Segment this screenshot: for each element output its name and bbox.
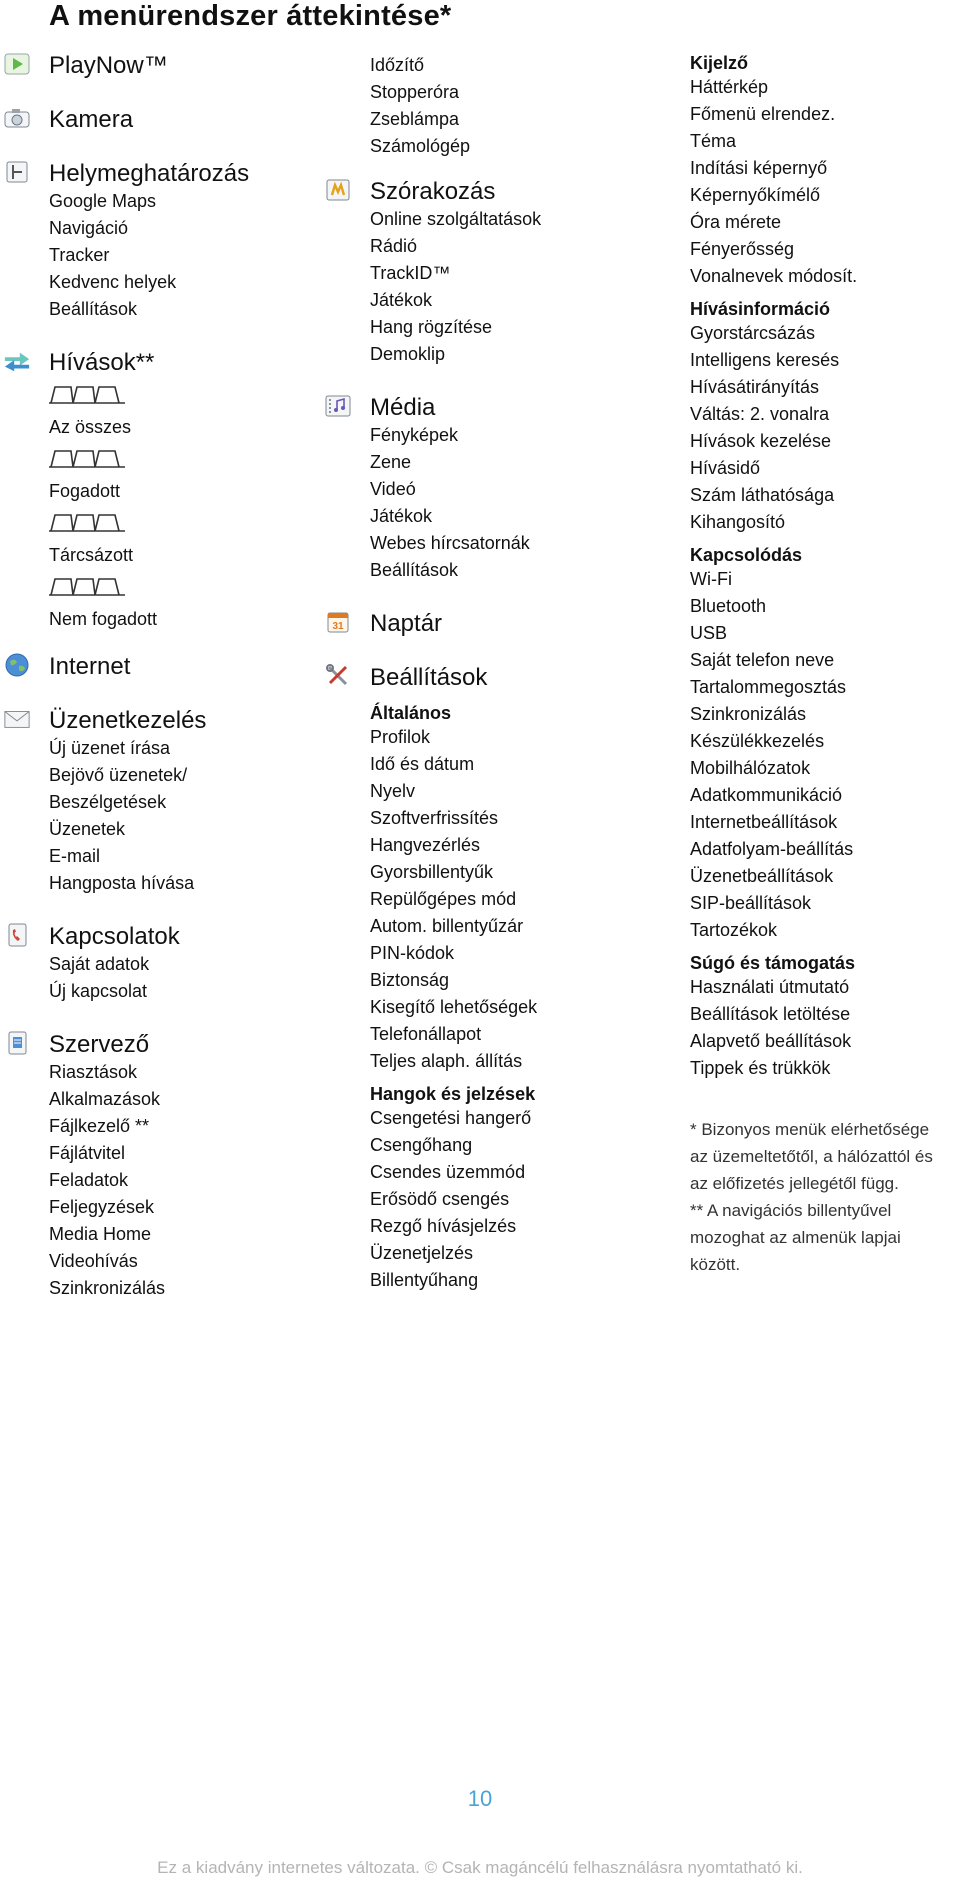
menu-item[interactable]: Szinkronizálás: [49, 1278, 166, 1298]
media-icon: [324, 394, 352, 418]
menu-item[interactable]: TrackID™: [370, 263, 451, 283]
menu-section-szorakozas: [370, 178, 670, 368]
menu-item[interactable]: Indítási képernyő: [690, 158, 828, 178]
subsection-head: Kijelző: [690, 53, 749, 73]
tab-strip-icon: [49, 575, 299, 602]
menu-item[interactable]: Media Home: [49, 1224, 152, 1244]
camera-icon: [3, 106, 31, 130]
calendar-icon: [324, 610, 352, 634]
menu-item[interactable]: Képernyőkímélő: [690, 185, 821, 205]
menu-item[interactable]: Zseblámpa: [370, 109, 460, 129]
section-title: PlayNow™: [49, 52, 168, 79]
menu-item[interactable]: Profilok: [370, 727, 431, 747]
menu-item[interactable]: SIP-beállítások: [690, 893, 812, 913]
menu-item[interactable]: Autom. billentyűzár: [370, 916, 524, 936]
menu-item[interactable]: Demoklip: [370, 344, 446, 364]
organizer-icon: [3, 1031, 31, 1055]
section-title: Szórakozás: [370, 178, 496, 205]
page-footer: Ez a kiadvány internetes változata. © Csak magáncélú felhasználásra nyomtatható ki.: [157, 1858, 803, 1877]
menu-column-2: [332, 52, 670, 1294]
footnote-line: * Bizonyos menük elérhetősége: [690, 1120, 930, 1139]
menu-item[interactable]: Szám láthatósága: [690, 485, 835, 505]
menu-item[interactable]: Hívásátirányítás: [690, 377, 820, 397]
subsection-head: Általános: [370, 703, 452, 723]
menu-item[interactable]: Webes hírcsatornák: [370, 533, 530, 553]
menu-item[interactable]: Téma: [690, 131, 737, 151]
menu-item[interactable]: Az összes: [49, 417, 132, 437]
menu-section-hely: [49, 160, 299, 323]
tab-strip-icon: [49, 383, 299, 410]
menu-item[interactable]: Játékok: [370, 290, 433, 310]
page-number: 10: [467, 1786, 493, 1811]
subsection-kijelzo: [690, 52, 960, 290]
menu-item[interactable]: Google Maps: [49, 191, 157, 211]
section-title: Helymeghatározás: [49, 160, 250, 187]
subsection-head: Súgó és támogatás: [690, 953, 856, 973]
menu-item[interactable]: Tippek és trükkök: [690, 1058, 831, 1078]
phonebook-icon: [3, 923, 31, 947]
menu-item[interactable]: Alkalmazások: [49, 1089, 161, 1109]
menu-item[interactable]: Fájlátvitel: [49, 1143, 126, 1163]
menu-item[interactable]: Beállítások: [370, 560, 459, 580]
menu-item[interactable]: Teljes alaph. állítás: [370, 1051, 523, 1071]
page-title: A menürendszer áttekintése*: [49, 0, 452, 32]
menu-section-hivasok: [49, 349, 299, 633]
menu-item[interactable]: Repülőgépes mód: [370, 889, 517, 909]
menu-item[interactable]: Csengetési hangerő: [370, 1108, 532, 1128]
menu-item[interactable]: Nem fogadott: [49, 609, 158, 629]
menu-section-uzenet: [49, 707, 299, 897]
menu-item[interactable]: Üzenetbeállítások: [690, 866, 834, 886]
menu-item[interactable]: Zene: [370, 452, 412, 472]
menu-item[interactable]: Hang rögzítése: [370, 317, 493, 337]
menu-item[interactable]: Bejövő üzenetek/: [49, 765, 188, 785]
menu-section-naptar: [332, 610, 670, 638]
tab-strip-icon: [49, 447, 299, 474]
menu-column-1: [49, 52, 299, 1302]
menu-item[interactable]: Fényképek: [370, 425, 459, 445]
svg-text:31: 31: [332, 621, 344, 632]
menu-item[interactable]: Biztonság: [370, 970, 450, 990]
menu-item[interactable]: Új üzenet írása: [49, 738, 171, 758]
footnote-line: között.: [690, 1255, 741, 1274]
menu-item[interactable]: Rezgő hívásjelzés: [370, 1216, 517, 1236]
footnotes: [690, 1116, 960, 1278]
menu-item[interactable]: Vonalnevek módosít.: [690, 266, 858, 286]
menu-item[interactable]: Kihangosító: [690, 512, 786, 532]
subsection-hivasinfo: [690, 298, 960, 536]
menu-item[interactable]: Beállítások letöltése: [690, 1004, 851, 1024]
menu-item[interactable]: Beszélgetések: [49, 792, 167, 812]
menu-item[interactable]: Internetbeállítások: [690, 812, 838, 832]
menu-item[interactable]: Telefonállapot: [370, 1024, 482, 1044]
subsection-head: Hangok és jelzések: [370, 1084, 536, 1104]
menu-item[interactable]: Erősödő csengés: [370, 1189, 510, 1209]
footnote-line: ** A navigációs billentyűvel: [690, 1201, 892, 1220]
envelope-icon: [3, 707, 31, 731]
section-title: Hívások**: [49, 349, 155, 376]
subsection-head: Hívásinformáció: [690, 299, 831, 319]
menu-section-szervezo: [49, 1031, 299, 1302]
menu-item[interactable]: Videó: [370, 479, 416, 499]
menu-item[interactable]: Beállítások: [49, 299, 138, 319]
menu-item[interactable]: Számológép: [370, 136, 471, 156]
section-title: Naptár: [370, 610, 443, 637]
menu-item[interactable]: Hívásidő: [690, 458, 761, 478]
footnote-line: mozoghat az almenük lapjai: [690, 1228, 901, 1247]
footnote-line: az előfizetés jellegétől függ.: [690, 1174, 899, 1193]
call-arrows-icon: [3, 349, 31, 373]
menu-section-beallitasok: [370, 664, 670, 1294]
section-title: Média: [370, 394, 436, 421]
menu-item[interactable]: E-mail: [49, 846, 101, 866]
menu-item[interactable]: Gyorsbillentyűk: [370, 862, 494, 882]
menu-item[interactable]: Riasztások: [49, 1062, 138, 1082]
menu-item[interactable]: Készülékkezelés: [690, 731, 825, 751]
menu-section-internet: [49, 653, 299, 681]
menu-item[interactable]: Óra mérete: [690, 212, 782, 232]
menu-item[interactable]: PIN-kódok: [370, 943, 455, 963]
section-title: Kamera: [49, 106, 134, 133]
menu-item[interactable]: Tárcsázott: [49, 545, 134, 565]
menu-item[interactable]: Feljegyzések: [49, 1197, 155, 1217]
subsection-kapcsolodas: [690, 544, 960, 944]
subsection-head: Kapcsolódás: [690, 545, 803, 565]
menu-item[interactable]: Videohívás: [49, 1251, 138, 1271]
menu-item[interactable]: Gyorstárcsázás: [690, 323, 816, 343]
menu-item[interactable]: Új kapcsolat: [49, 981, 148, 1001]
section-title: Beállítások: [370, 664, 488, 691]
menu-item[interactable]: Saját adatok: [49, 954, 150, 974]
menu-item[interactable]: Tartozékok: [690, 920, 778, 940]
menu-item[interactable]: Bluetooth: [690, 596, 767, 616]
section-title: Internet: [49, 653, 131, 680]
menu-item[interactable]: Tartalommegosztás: [690, 677, 847, 697]
globe-icon: [3, 653, 31, 677]
section-title: Üzenetkezelés: [49, 707, 207, 734]
footnote-line: az üzemeltetőtől, a hálózattól és: [690, 1147, 933, 1166]
menu-item[interactable]: USB: [690, 623, 728, 643]
menu-item[interactable]: Szinkronizálás: [690, 704, 807, 724]
menu-item[interactable]: Csendes üzemmód: [370, 1162, 526, 1182]
section-title: Kapcsolatok: [49, 923, 180, 950]
menu-section-media: [370, 394, 670, 584]
menu-item[interactable]: Váltás: 2. vonalra: [690, 404, 830, 424]
menu-item[interactable]: Adatfolyam-beállítás: [690, 839, 854, 859]
menu-item[interactable]: Használati útmutató: [690, 977, 850, 997]
subsection-sugo: [690, 952, 960, 1082]
section-title: Szervező: [49, 1031, 150, 1058]
menu-item[interactable]: Saját telefon neve: [690, 650, 835, 670]
menu-item[interactable]: Szoftverfrissítés: [370, 808, 499, 828]
menu-item[interactable]: Alapvető beállítások: [690, 1031, 852, 1051]
menu-item[interactable]: Üzenetek: [49, 819, 126, 839]
menu-section-kapcsolatok: [49, 923, 299, 1005]
menu-item[interactable]: Háttérkép: [690, 77, 769, 97]
menu-item[interactable]: Idő és dátum: [370, 754, 475, 774]
menu-item[interactable]: Mobilhálózatok: [690, 758, 811, 778]
menu-item[interactable]: Nyelv: [370, 781, 416, 801]
menu-item[interactable]: Kedvenc helyek: [49, 272, 177, 292]
menu-item[interactable]: Wi-Fi: [690, 569, 732, 589]
location-icon: [3, 160, 31, 184]
play-icon: [3, 52, 31, 76]
entertainment-icon: [324, 178, 352, 202]
menu-item[interactable]: Feladatok: [49, 1170, 129, 1190]
menu-item[interactable]: Billentyűhang: [370, 1270, 479, 1290]
menu-item[interactable]: Tracker: [49, 245, 110, 265]
tab-strip-icon: [49, 511, 299, 538]
menu-section-playnow: [49, 52, 299, 80]
menu-item[interactable]: Hívások kezelése: [690, 431, 832, 451]
menu-item[interactable]: Fogadott: [49, 481, 121, 501]
menu-item[interactable]: Főmenü elrendez.: [690, 104, 836, 124]
menu-item[interactable]: Intelligens keresés: [690, 350, 840, 370]
tools-icon: [324, 664, 352, 688]
menu-item[interactable]: Hangvezérlés: [370, 835, 481, 855]
menu-item[interactable]: Navigáció: [49, 218, 129, 238]
menu-item[interactable]: Csengőhang: [370, 1135, 473, 1155]
menu-item[interactable]: Kisegítő lehetőségek: [370, 997, 538, 1017]
menu-item[interactable]: Üzenetjelzés: [370, 1243, 474, 1263]
menu-item[interactable]: Fájlkezelő **: [49, 1116, 150, 1136]
menu-item[interactable]: Játékok: [370, 506, 433, 526]
menu-column-3: [690, 52, 960, 1278]
menu-section-kamera: [49, 106, 299, 134]
menu-item[interactable]: Időzítő: [370, 55, 425, 75]
menu-item[interactable]: Rádió: [370, 236, 418, 256]
menu-item[interactable]: Fényerősség: [690, 239, 795, 259]
menu-item[interactable]: Adatkommunikáció: [690, 785, 843, 805]
menu-item[interactable]: Online szolgáltatások: [370, 209, 542, 229]
menu-item[interactable]: Stopperóra: [370, 82, 460, 102]
menu-item[interactable]: Hangposta hívása: [49, 873, 195, 893]
